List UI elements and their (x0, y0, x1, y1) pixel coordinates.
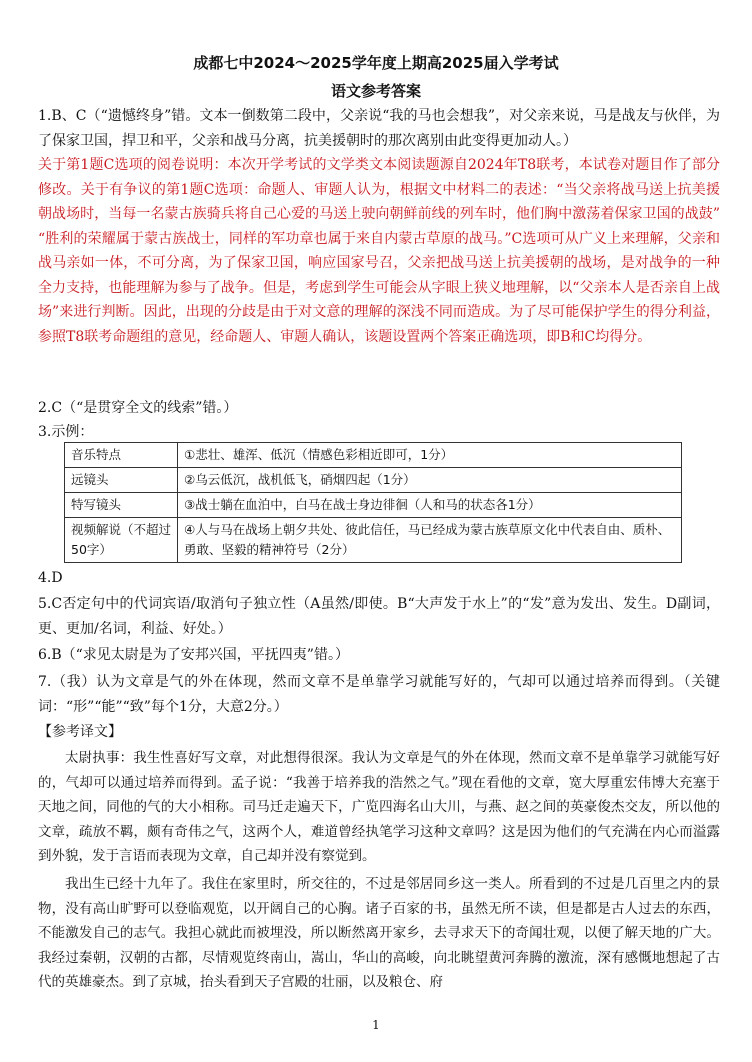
q3-example-table (64, 442, 682, 563)
answer-q2: 2.C（“是贯穿全文的线索”错。） (38, 400, 238, 416)
answer-q6: 6.B（“求见太尉是为了安邦兴国，平抚四夷”错。） (38, 647, 349, 663)
answer-q1: 1.B、C（“遗憾终身”错。文本一倒数第二段中，父亲说“我的马也会想我”，对父亲来说，马是战友与伙伴，为了保家卫国，捍卫和平，父亲和战马分离，抗美援朝时的那次离别由此变得更加动人。） (38, 108, 720, 149)
table-cell-key: 音乐特点 (65, 443, 178, 468)
translation-paragraph-1: 太尉执事：我生性喜好写文章，对此想得很深。我认为文章是气的外在体现，然而文章不是单靠学习就能写好的，气却可以通过培养而得到。孟子说：“我善于培养我的浩然之气。”现在看他的文章，宽大厚重宏伟博大充塞于天地之间，同他的气的大小相称。司马迁走遍天下，广览四海名山大川，与燕、赵之间的英豪俊杰交友，所以他的文章，疏放不羁，颇有奇伟之气，这两个人，难道曾经执笔学习这种文章吗？这是因为他们的气充满在内心而溢露到外貌，发于言语而表现为文章，自己却并没有察觉到。 (38, 750, 720, 864)
table-cell-value: ①悲壮、雄浑、低沉（情感色彩相近即可，1分） (178, 443, 682, 468)
page-number: 1 (372, 1018, 380, 1032)
table-cell-value: ④人与马在战场上朝夕共处、彼此信任，马已经成为蒙古族草原文化中代表自由、质朴、勇敢、坚毅的精神符号（2分） (178, 518, 682, 563)
table-row (65, 518, 682, 563)
table-cell-value: ②乌云低沉，战机低飞，硝烟四起（1分） (178, 468, 682, 493)
document-subtitle: 语文参考答案 (330, 82, 421, 100)
answer-q5: 5.C否定句中的代词宾语/取消句子独立性（A虽然/即使。B“大声发于水上”的“发”意为发出、发生。D副词，更、更加/名词，利益、好处。） (38, 596, 720, 637)
table-row (65, 468, 682, 493)
table-cell-key: 特写镜头 (65, 493, 178, 518)
table-cell-key: 远镜头 (65, 468, 178, 493)
document-title: 成都七中2024～2025学年度上期高2025届入学考试 (193, 54, 559, 72)
table-row (65, 443, 682, 468)
translation-paragraph-2: 我出生已经十九年了。我住在家里时，所交往的，不过是邻居同乡这一类人。所看到的不过是几百里之内的景物，没有高山旷野可以登临观览，以开阔自己的心胸。诸子百家的书，虽然无所不读，但是都是古人过去的东西，不能激发自己的志气。我担心就此而被埋没，所以断然离开家乡，去寻求天下的奇闻壮观，以便了解天地的广大。我经过秦朝，汉朝的古都，尽情观览终南山，嵩山，华山的高峻，向北眺望黄河奔腾的激流，深有感慨地想起了古代的英雄豪杰。到了京城，抬头看到天子宫殿的壮丽，以及粮仓、府 (38, 876, 720, 990)
table-cell-value: ③战士躺在血泊中，白马在战士身边徘徊（人和马的状态各1分） (178, 493, 682, 518)
table-row (65, 493, 682, 518)
answer-q7: 7.（我）认为文章是气的外在体现，然而文章不是单靠学习就能写好的，气却可以通过培养而得到。（关键词：“形”“能”“致”每个1分，大意2分。） (38, 674, 720, 715)
table-cell-key: 视频解说（不超过50字） (65, 518, 178, 563)
answer-q1-note: 关于第1题C选项的阅卷说明：本次开学考试的文学类文本阅读题源自2024年T8联考，本试卷对题目作了部分修改。关于有争议的第1题C选项：命题人、审题人认为，根据文中材料二的表述：“当父亲将战马送上抗美援朝战场时，当每一名蒙古族骑兵将自己心爱的马送上驶向朝鲜前线的列车时，他们胸中激荡着保家卫国的战鼓” “胜利的荣耀属于蒙古族战士，同样的军功章也属于来自内蒙古草原的战马。”C选项可从广义上来理解，父亲和战马亲如一体，不可分离，为了保家卫国，响应国家号召，父亲把战马送上抗美援朝的战场，是对战争的一种全力支持，也能理解为参与了战争。但是，考虑到学生可能会从字眼上狭义地理解，以“父亲本人是否亲自上战场”来进行判断。因此，出现的分歧是由于对文意的理解的深浅不同而造成。为了尽可能保护学生的得分利益，参照T8联考命题组的意见，经命题人、审题人确认，该题设置两个答案正确选项，即B和C均得分。 (38, 157, 720, 345)
answer-q3-label: 3.示例： (38, 424, 94, 440)
answer-q4: 4.D (38, 570, 63, 586)
translation-heading: 【参考译文】 (38, 724, 122, 740)
